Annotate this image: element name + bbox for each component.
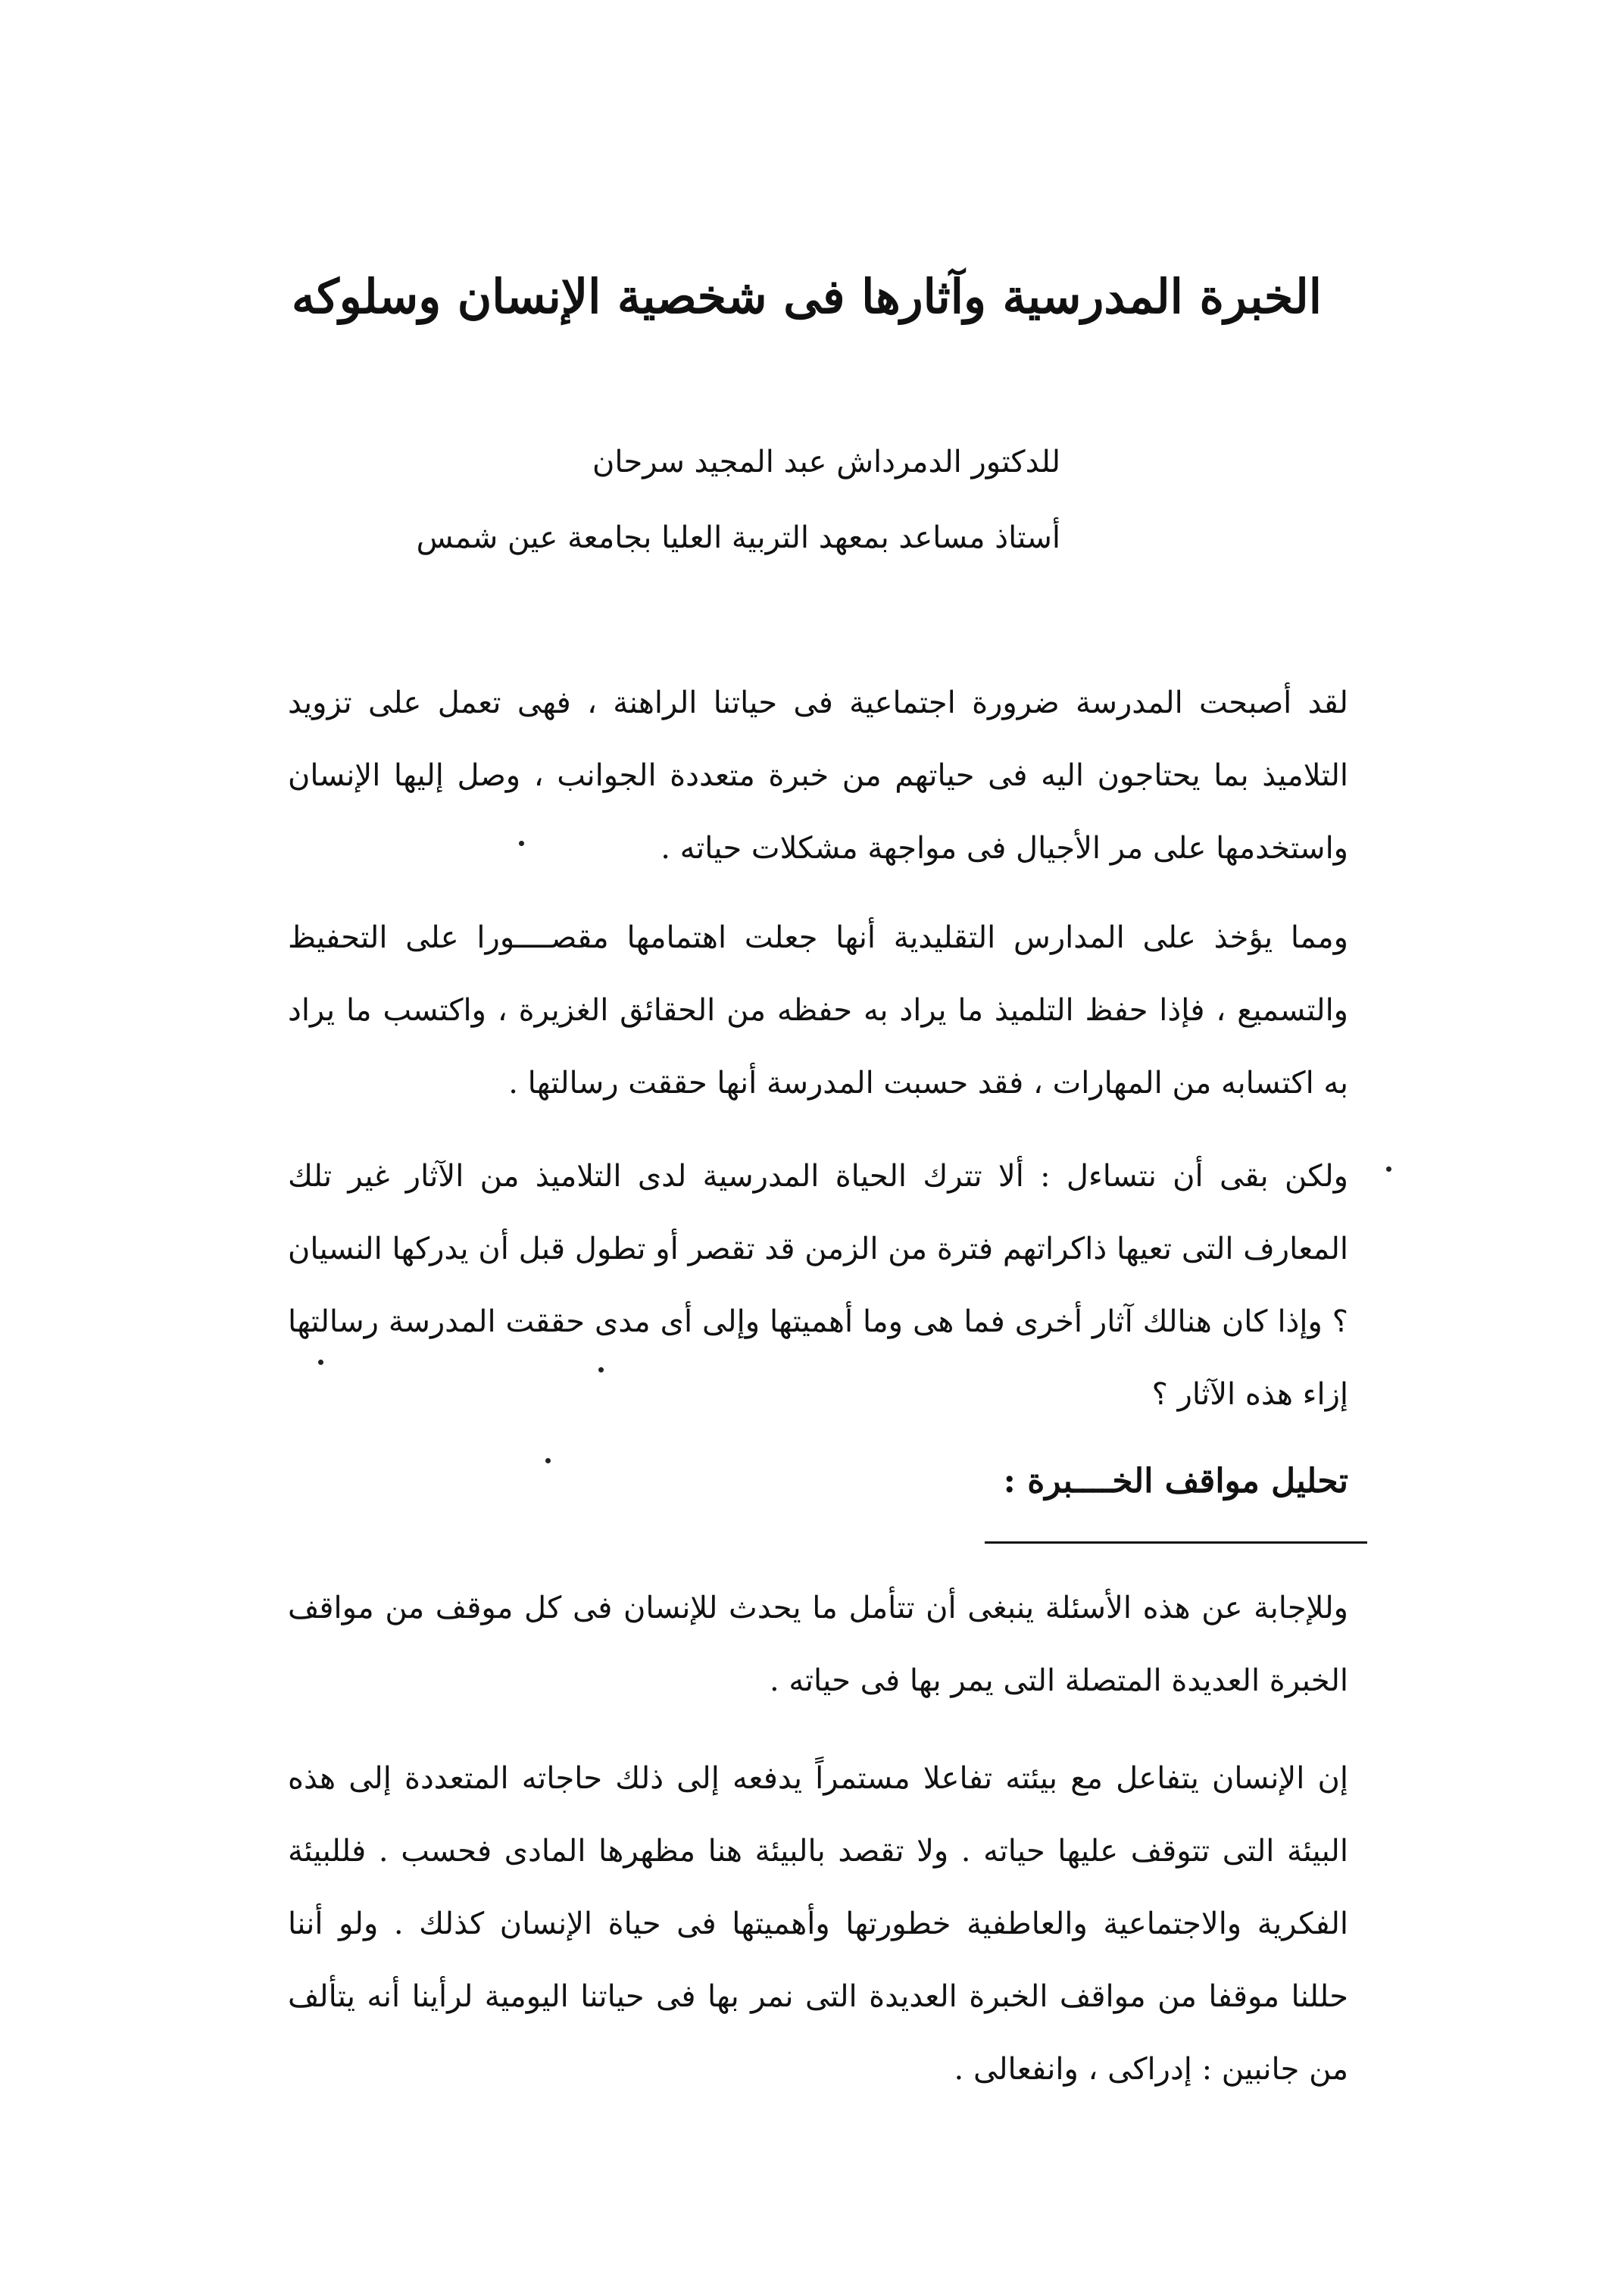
scan-speck: [598, 1367, 604, 1372]
section-heading: تحليل مواقف الخــــبرة :: [1003, 1462, 1348, 1500]
scan-speck: [1386, 1166, 1391, 1172]
author-block: [288, 424, 1060, 576]
scan-speck: [545, 1458, 551, 1463]
scan-speck: [519, 841, 524, 846]
paragraph-2: ومما يؤخذ على المدارس التقليدية أنها جعلت اهتمامها مقصــــورا على التحفيظ والتسميع ، فإذا حفظ التلميذ ما يراد به حفظه من الحقائق الغزيرة ، واكتسب ما يراد به اكتسابه من المهارات ، فقد حسبت المدرسة أنها حققت رسالتها .: [288, 920, 1348, 1101]
paragraph-4: وللإجابة عن هذه الأسئلة ينبغى أن تتأمل ما يحدث للإنسان فى كل موقف من مواقف الخبرة العديدة المتصلة التى يمر بها فى حياته .: [288, 1591, 1348, 1698]
scan-speck: [318, 1360, 323, 1365]
author-affiliation: أستاذ مساعد بمعهد التربية العليا بجامعة عين شمس: [416, 520, 1060, 555]
author-name: للدكتور الدمرداش عبد المجيد سرحان: [592, 445, 1060, 479]
paragraph-5: إن الإنسان يتفاعل مع بيئته تفاعلا مستمراً يدفعه إلى ذلك حاجاته المتعددة إلى هذه البيئة التى تتوقف عليها حياته . ولا تقصد بالبيئة هنا مظهرها المادى فحسب . فللبيئة الفكرية والاجتماعية والعاطفية خطورتها وأهميتها فى حياة الإنسان كذلك . ولو أننا حللنا موقفا من مواقف الخبرة العديدة التى نمر بها فى حياتنا اليومية لرأينا أنه يتألف من جانبين : إدراكى ، وانفعالى .: [288, 1761, 1348, 2087]
heading-underline: [985, 1541, 1367, 1544]
paragraph-3: ولكن بقى أن نتساءل : ألا تترك الحياة المدرسية لدى التلاميذ من الآثار غير تلك المعارف التى تعيها ذاكراتهم فترة من الزمن قد تقصر أو تطول قبل أن يدركها النسيان ؟ وإذا كان هنالك آثار أخرى فما هى وما أهميتها وإلى أى مدى حققت المدرسة رسالتها إزاء هذه الآثار ؟: [288, 1159, 1348, 1412]
paragraph-1: لقد أصبحت المدرسة ضرورة اجتماعية فى حياتنا الراهنة ، فهى تعمل على تزويد التلاميذ بما يحتاجون اليه فى حياتهم من خبرة متعددة الجوانب ، وصل إليها الإنسان واستخدمها على مر الأجيال فى مواجهة مشكلات حياته .: [288, 685, 1348, 866]
article-title: الخبرة المدرسية وآثارها فى شخصية الإنسان وسلوكه: [291, 269, 1322, 324]
